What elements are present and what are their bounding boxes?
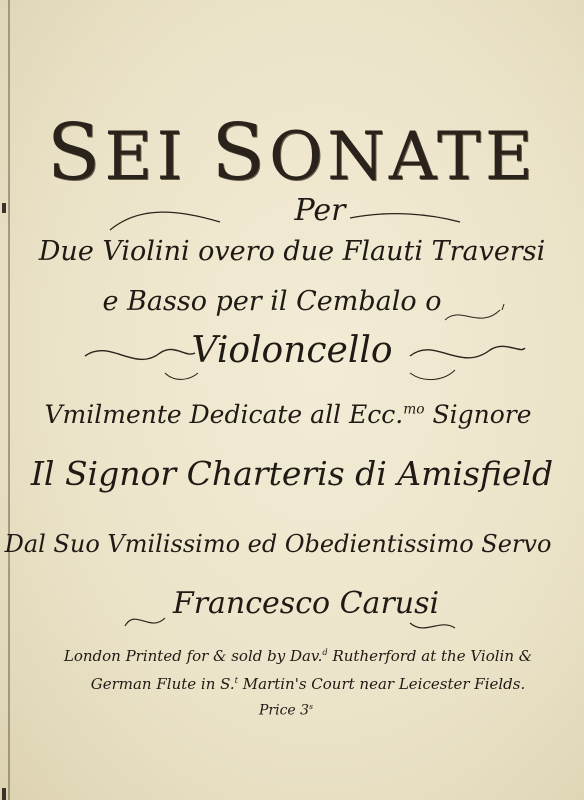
dedicatee-line: Il Signor Charteris di Amisfield [30, 454, 554, 493]
instruments-line-2: e Basso per il Cembalo o [102, 286, 442, 317]
title-initial: S [211, 108, 269, 198]
main-title [0, 108, 584, 198]
dedication-suffix: Signore [424, 400, 532, 429]
imprint-text: London Printed for & sold by Dav. [63, 647, 323, 665]
title-initial: S [46, 108, 105, 198]
servant-line: Dal Suo Vmilissimo ed Obedientissimo Servo [4, 530, 552, 558]
price-text: Price 3 [258, 702, 310, 719]
imprint-superscript: d [322, 647, 328, 657]
margin-mark [2, 203, 6, 213]
per-word: Per [294, 193, 346, 228]
imprint-line-2 [16, 675, 584, 693]
imprint-text: German Flute in S. [90, 675, 235, 693]
imprint-line-1 [6, 647, 584, 665]
price-superscript: s [309, 702, 314, 711]
dedication-superscript: mo [403, 401, 425, 418]
instruments-line-1: Due Violini overo due Flauti Traversi [38, 236, 546, 267]
imprint-superscript: t [234, 675, 238, 685]
price-line [0, 702, 578, 719]
composer-name: Francesco Carusi [172, 586, 440, 621]
dedication-line [0, 400, 580, 429]
margin-mark [2, 788, 6, 800]
imprint-text: Martin's Court near Leicester Fields. [237, 675, 526, 693]
side-flourish [440, 300, 520, 340]
dedication-prefix: Vmilmente Dedicate all Ecc. [44, 400, 404, 429]
imprint-text: Rutherford at the Violin & [327, 647, 533, 665]
title-part: ONATE [268, 118, 538, 195]
violoncello-word: Violoncello [191, 330, 393, 371]
title-part: EI [104, 118, 212, 195]
